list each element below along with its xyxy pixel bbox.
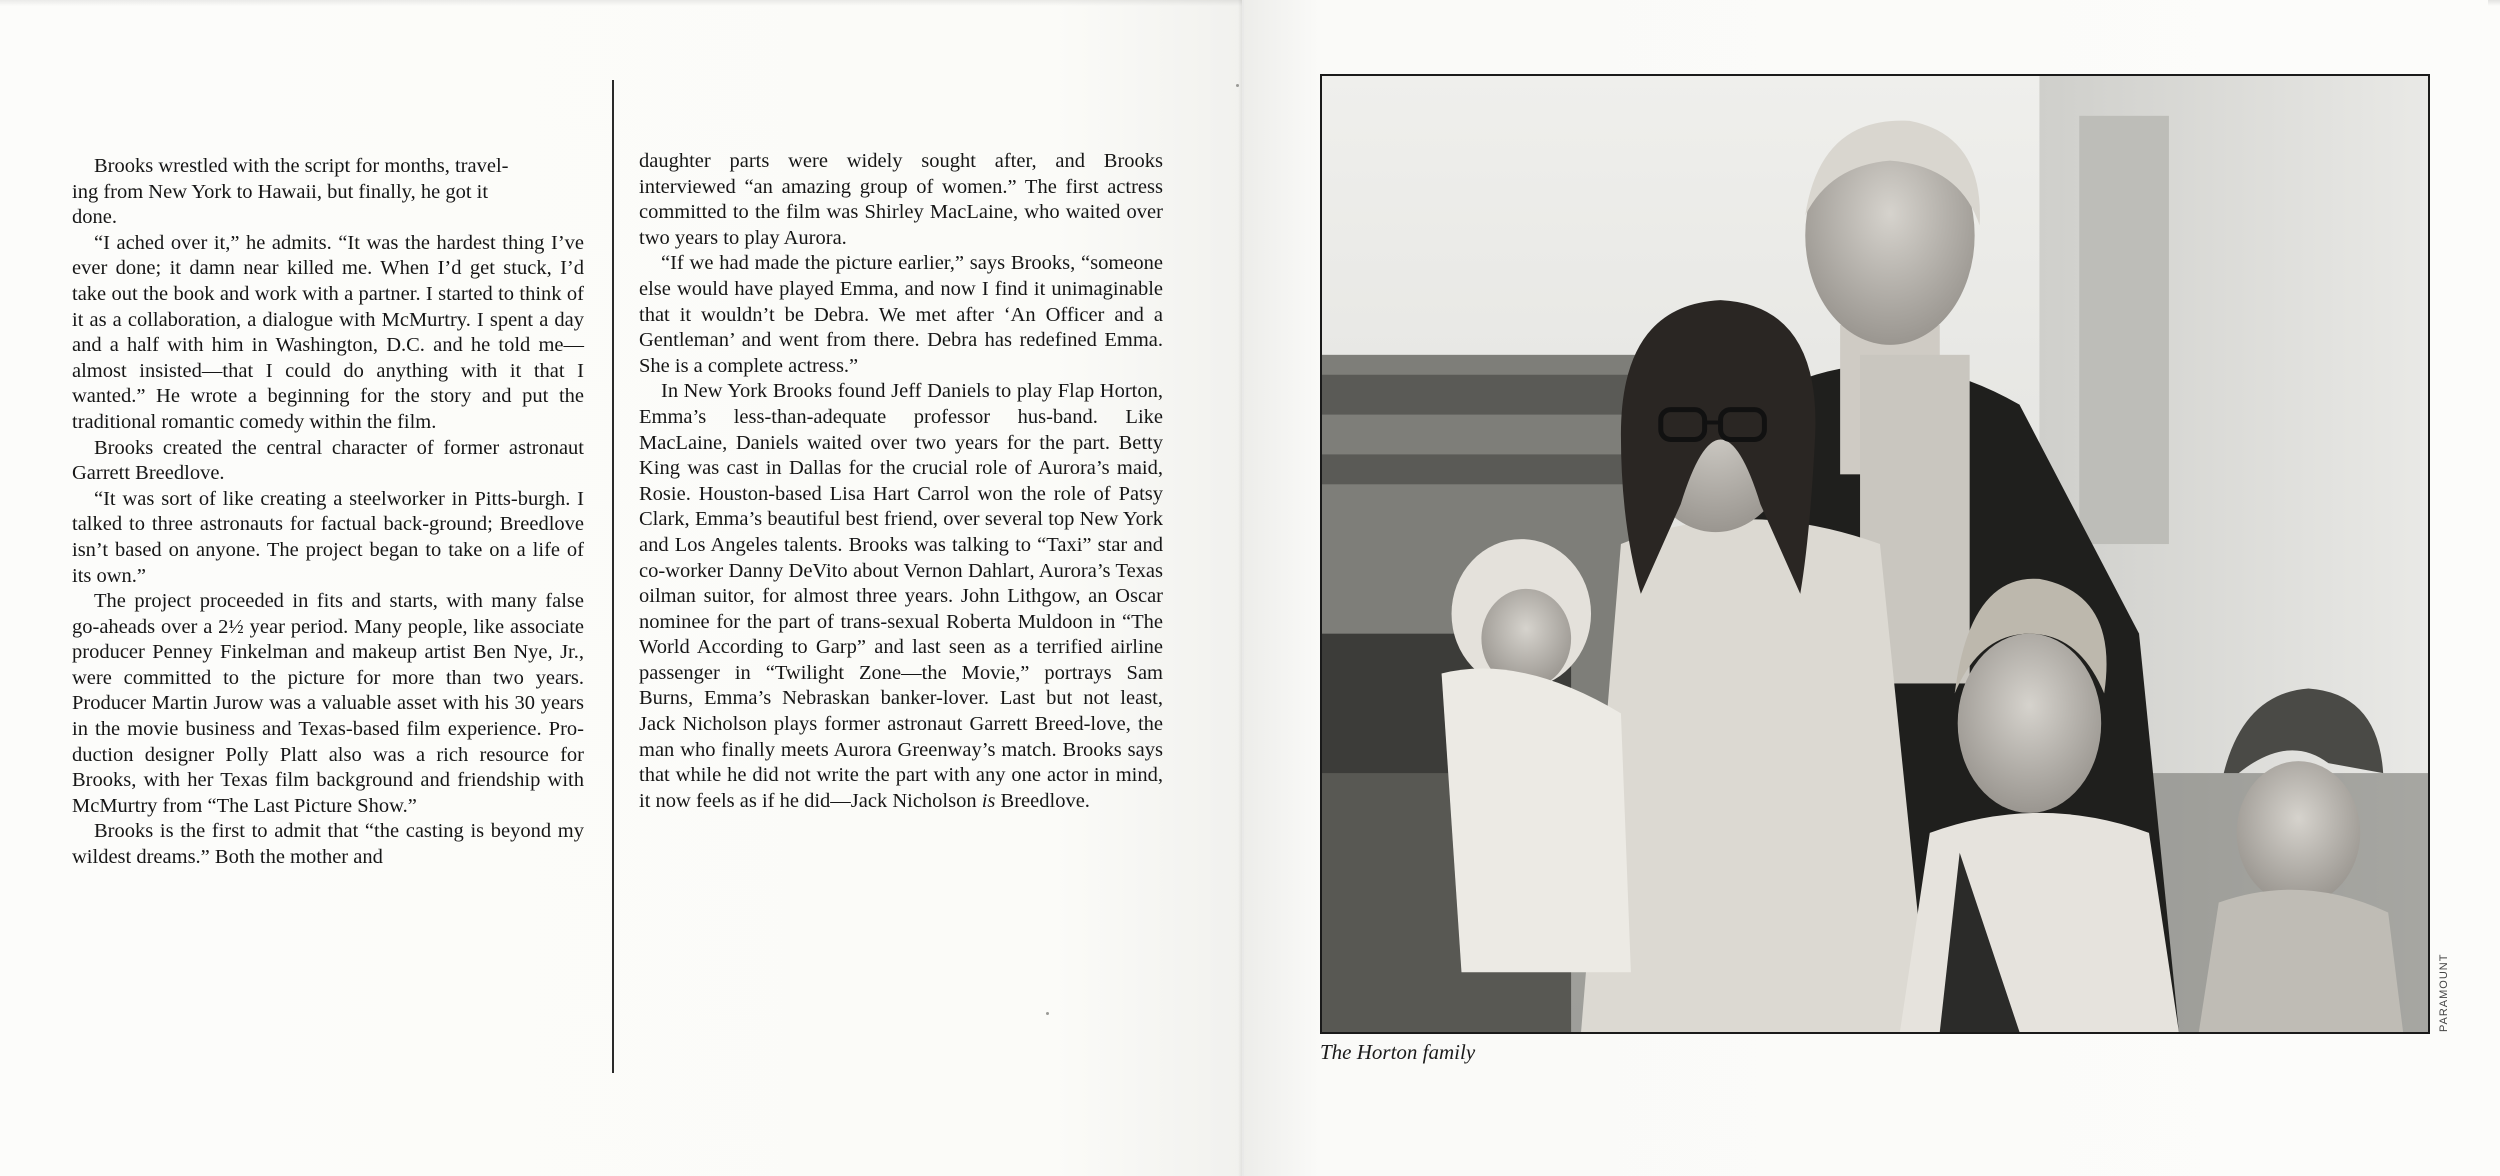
text-column-1 (72, 154, 584, 871)
paragraph: “I ached over it,” he admits. “It was the hardest thing I’ve ever done; it damn near killed me. When I’d get stuck, I’d take out the book and work with a partner. I started to think of it as a collaboration, a dialogue with McMurtry. I spent a day and a half with him in Washington, D.C. and he told me—almost insisted—that I could do anything with it that I wanted.” He wrote a beginning for the story and put the traditional romantic comedy within the film. (72, 231, 584, 433)
paragraph: Brooks wrestled with the script for months, travel- ing from New York to Hawaii, but finally, he got it done. (72, 155, 509, 229)
paragraph: “It was sort of like creating a steelworker in Pitts-burgh. I talked to three astronauts for factual back-ground; Breedlove isn’t based on anyone. The project began to take on a life of its own.” (72, 487, 584, 587)
paper-speck (1046, 1012, 1049, 1015)
paragraph: The project proceeded in fits and starts, with many false go-aheads over a 2½ year period. Many people, like associate producer Penney Finkelman and makeup artist Ben Nye, Jr., were committed to the picture for more than two years. Producer Martin Jurow was a valuable asset with his 30 years in the movie business and Texas-based film experience. Pro-duction designer Polly Platt also was a rich resource for Brooks, with her Texas film background and friendship with McMurtry from “The Last Picture Show.” (72, 590, 584, 817)
column-divider (612, 80, 614, 1073)
paragraph: “If we had made the picture earlier,” says Brooks, “someone else would have played Emma, and now I find it unimaginable that it wouldn’t be Debra. We met after ‘An Officer and a Gentleman’ and went from there. Debra has redefined Emma. She is a complete actress.” (639, 252, 1163, 377)
family-photo (1320, 74, 2430, 1034)
paragraph: Brooks created the central character of former astronaut Garrett Breedlove. (72, 436, 584, 485)
paragraph: Brooks is the first to admit that “the casting is beyond my wildest dreams.” Both the mother and (72, 820, 584, 869)
photo-caption: The Horton family (1320, 1040, 1476, 1064)
paragraph: In New York Brooks found Jeff Daniels to play Flap Horton, Emma’s less-than-adequate professor hus-band. Like MacLaine, Daniels waited over two years for the part. Betty King was cast in Dallas for the crucial role of Aurora’s maid, Rosie. Houston-based Lisa Hart Carrol won the role of Patsy Clark, Emma’s beautiful best friend, over several top New York and Los Angeles talents. Brooks was talking to “Taxi” star and co-worker Danny DeVito about Vernon Dahlart, Aurora’s Texas oilman suitor, for almost three years. John Lithgow, an Oscar nominee for the part of trans-sexual Roberta Muldoon in “The World According to Garp” and last seen as a terrified airline passenger in “Twilight Zone—the Movie,” portrays Sam Burns, Emma’s Nebraskan banker-lover. Last but not least, Jack Nicholson plays former astronaut Garrett Breed-love, the man who finally meets Aurora Greenway’s match. Brooks says that while he did not write the part with any one actor in mind, it now feels as if he did—Jack Nicholson is Breedlove. (639, 380, 1163, 812)
paragraph: daughter parts were widely sought after, and Brooks interviewed “an amazing group of women.” The first actress committed to the film was Shirley MacLaine, who waited over two years to play Aurora. (639, 150, 1163, 249)
page-top-shadow (2488, 0, 2500, 6)
left-page (0, 0, 1242, 1176)
family-photo-illustration (1322, 76, 2428, 1032)
page-top-shadow (0, 0, 1242, 6)
photo-credit: PARAMOUNT (2438, 953, 2450, 1032)
text-column-2 (639, 149, 1163, 814)
